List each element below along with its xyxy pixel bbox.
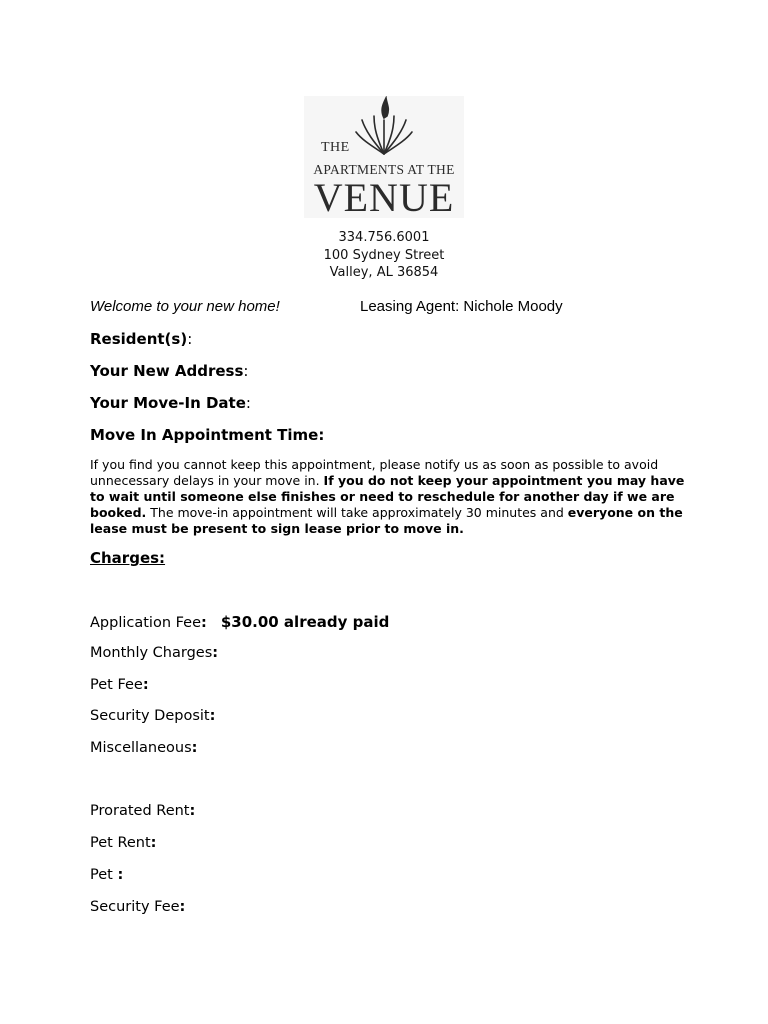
miscellaneous-colon: :	[191, 740, 198, 756]
appointment-field	[90, 426, 324, 444]
welcome-text: Welcome to your new home!	[90, 298, 280, 315]
appointment-notice	[90, 457, 690, 537]
logo-venue-text: VENUE	[313, 175, 455, 220]
notice-part2: If you do not keep your appointment you may have to wait until someone else finishes or need to reschedule for another day if we are booked.	[90, 473, 685, 520]
venue-logo	[304, 96, 464, 218]
contact-block	[284, 229, 484, 282]
monthly-charges-label: Monthly Charges	[90, 645, 213, 661]
application-fee-label: Application Fee	[90, 615, 202, 631]
move-in-date-field	[90, 394, 251, 412]
prorated-rent-row	[90, 803, 195, 819]
application-fee-row	[90, 613, 389, 631]
prorated-rent-label: Prorated Rent	[90, 803, 190, 819]
leasing-agent: Leasing Agent: Nichole Moody	[360, 298, 563, 315]
appointment-label: Move In Appointment Time:	[90, 426, 325, 444]
address-colon: :	[243, 362, 249, 380]
monthly-charges-colon: :	[212, 645, 219, 661]
residents-colon: :	[187, 330, 193, 348]
contact-city: Valley, AL 36854	[329, 265, 439, 280]
contact-street: 100 Sydney Street	[323, 247, 445, 263]
pet-fee-row	[90, 677, 149, 693]
pet-rent-colon: :	[150, 835, 157, 851]
notice-part4: everyone on the lease must be present to sign lease prior to move in.	[90, 505, 683, 536]
notice-part3: The move-in appointment will take approximately 30 minutes and	[146, 505, 568, 520]
miscellaneous-label: Miscellaneous	[90, 740, 192, 756]
address-field	[90, 362, 248, 380]
logo-apartments-text: APARTMENTS AT THE	[313, 162, 455, 177]
security-deposit-label: Security Deposit	[90, 708, 210, 724]
security-fee-row	[90, 899, 185, 915]
security-fee-label: Security Fee	[90, 899, 180, 915]
contact-phone: 334.756.6001	[338, 230, 430, 245]
security-deposit-colon: :	[209, 708, 216, 724]
pet-colon: :	[117, 867, 124, 883]
pet-label: Pet	[90, 867, 118, 883]
address-label: Your New Address	[90, 362, 244, 380]
move-in-date-colon: :	[245, 394, 251, 412]
pet-rent-row	[90, 835, 156, 851]
logo-the-text: THE	[321, 140, 350, 155]
monthly-charges-row	[90, 645, 218, 661]
prorated-rent-colon: :	[189, 803, 196, 819]
pet-fee-colon: :	[142, 677, 149, 693]
application-fee-value: $30.00 already paid	[220, 613, 390, 631]
notice-part1: If you find you cannot keep this appointment, please notify us as soon as possible to avoid unnecessary delays in your move in.	[90, 457, 659, 488]
miscellaneous-row	[90, 740, 197, 756]
pet-rent-label: Pet Rent	[90, 835, 151, 851]
residents-label: Resident(s)	[90, 330, 188, 348]
application-fee-colon: :	[201, 615, 207, 631]
pet-row	[90, 867, 123, 883]
charges-heading: Charges:	[90, 549, 166, 567]
move-in-date-label: Your Move-In Date	[90, 394, 246, 412]
pet-fee-label: Pet Fee	[90, 677, 143, 693]
security-fee-colon: :	[179, 899, 186, 915]
residents-field	[90, 330, 192, 348]
security-deposit-row	[90, 708, 215, 724]
